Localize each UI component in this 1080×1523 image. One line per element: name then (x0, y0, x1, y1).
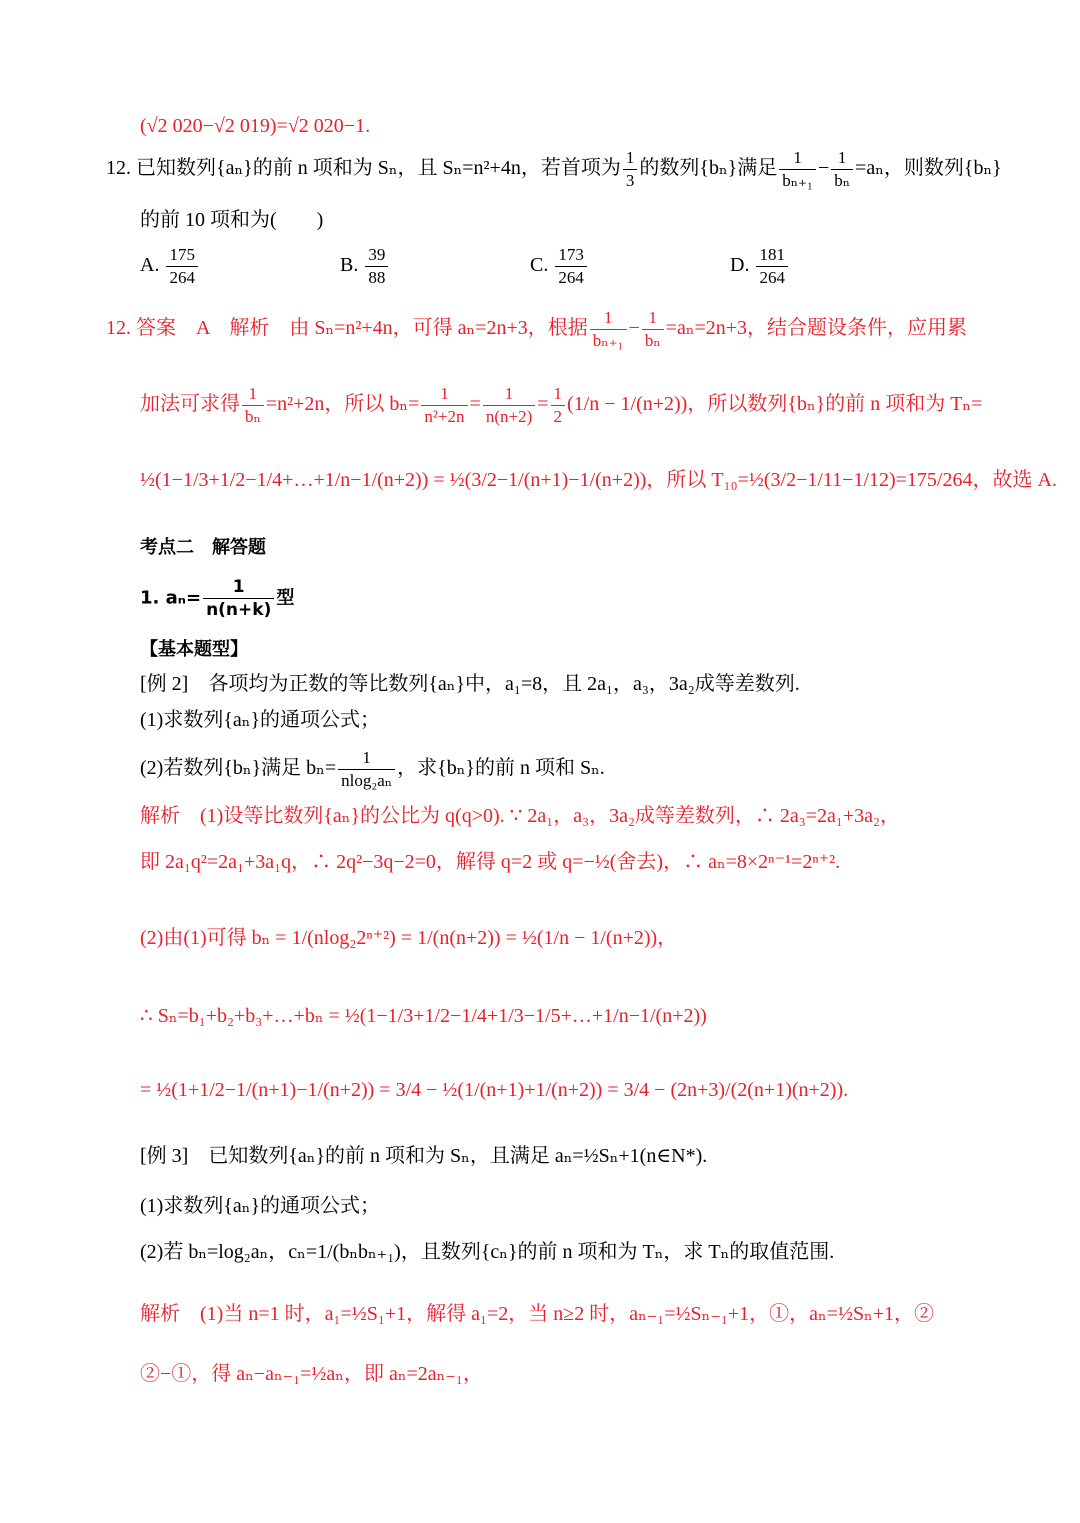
solution-2-line1: 解析 (1)设等比数列{aₙ}的公比为 q(q>0). ∵ 2a₁，a₃，3a₂成等差数列，∴ 2a₃=2a₁+3a₂， (140, 805, 901, 827)
basic-type-label: 【基本题型】 (140, 639, 248, 660)
solution-2-line3: (2)由(1)可得 bₙ = 1/(nlog₂2ⁿ⁺²) = 1/(n(n+2)) = ½(1/n − 1/(n+2))， (140, 927, 678, 949)
problem-12-statement: 12. 已知数列{aₙ}的前 n 项和为 Sₙ，且 Sₙ=n²+4n，若首项为 $\frac{1}{3}$ 的数列{bₙ}满足 $\frac{1}{\text{bₙ₊₁}}$ − $\frac{1}{\text{bₙ}}$ =aₙ，则数列{bₙ} (106, 147, 1002, 190)
example-3-part-1: (1)求数列{aₙ}的通项公式； (140, 1195, 381, 1217)
text-line: 的前 10 项和为( ) (140, 209, 324, 231)
section-heading: 考点二 解答题 (140, 537, 266, 558)
option-a: A. $\frac{175}{264}$ (140, 244, 200, 289)
example-2-part-2: (2)若数列{bₙ}满足 bₙ= $\frac{1}{\text{nlog₂aₙ}}$ ，求{bₙ}的前 n 项和 Sₙ. (140, 747, 605, 790)
example-2: [例 2] 各项均为正数的等比数列{aₙ}中，a₁=8，且 2a₁，a₃，3a₂成等差数列. (140, 673, 800, 695)
solution-3-line1: 解析 (1)当 n=1 时，a₁=½S₁+1，解得 a₁=2，当 n≥2 时，aₙ₋₁=½Sₙ₋₁+1，①，aₙ=½Sₙ+1，② (140, 1303, 934, 1325)
answer-12-line3: ½(1−1/3+1/2−1/4+…+1/n−1/(n+2)) = ½(3/2−1/(n+1)−1/(n+2))，所以 T₁₀=½(3/2−1/11−1/12)=175/264，故选 A. (140, 469, 1057, 491)
solution-2-line4: ∴ Sₙ=b₁+b₂+b₃+…+bₙ = ½(1−1/3+1/2−1/4+1/3−1/5+…+1/n−1/(n+2)) (140, 1005, 707, 1027)
answer-12-line2: 加法可求得 $\frac{1}{\text{bₙ}}$ =n²+2n，所以 bₙ= $\frac{1}{\text{n²+2n}}$ = $\frac{1}{n(n+2)}$ = $\frac{1}{2}$ (1/n − 1/(n+2))，所以数列{bₙ}的前 n 项和为 Tₙ= (140, 383, 983, 426)
solution-3-line2: ②−①，得 aₙ−aₙ₋₁=½aₙ，即 aₙ=2aₙ₋₁， (140, 1363, 483, 1385)
solution-2-line5: = ½(1+1/2−1/(n+1)−1/(n+2)) = 3/4 − ½(1/(n+1)+1/(n+2)) = 3/4 − (2n+3)/(2(n+1)(n+2)). (140, 1079, 849, 1101)
option-d: D. $\frac{181}{264}$ (730, 244, 790, 289)
option-b: B. $\frac{39}{88}$ (340, 244, 390, 289)
solution-2-line2: 即 2a₁q²=2a₁+3a₁q，∴ 2q²−3q−2=0，解得 q=2 或 q=−½(舍去)，∴ aₙ=8×2ⁿ⁻¹=2ⁿ⁺². (140, 851, 841, 873)
text-line: (√2 020−√2 019)=√2 020−1. (140, 115, 371, 137)
example-2-part-1: (1)求数列{aₙ}的通项公式； (140, 709, 381, 731)
example-3-part-2: (2)若 bₙ=log₂aₙ，cₙ=1/(bₙbₙ₊₁)，且数列{cₙ}的前 n 项和为 Tₙ，求 Tₙ的取值范围. (140, 1241, 835, 1263)
text: 的数列{bₙ}满足 (639, 157, 778, 179)
fraction: $\frac{1}{\text{bₙ}}$ (831, 147, 853, 192)
type-heading: 1. aₙ= $\frac{1}{n(n+k)}$ 型 (140, 577, 295, 620)
text: =aₙ，则数列{bₙ} (855, 157, 1002, 179)
answer-12-line1: 12. 答案 A 解析 由 Sₙ=n²+4n，可得 aₙ=2n+3，根据 $\frac{1}{\text{bₙ₊₁}}$ − $\frac{1}{\text{bₙ}}$ =aₙ=2n+3，结合题设条件，应用累 (106, 307, 968, 350)
text: 12. 已知数列{aₙ}的前 n 项和为 Sₙ，且 Sₙ=n²+4n，若首项为 (106, 157, 621, 179)
fraction: $\frac{1}{\text{bₙ₊₁}}$ (779, 147, 816, 192)
fraction: $\frac{1}{3}$ (623, 147, 638, 192)
option-c: C. $\frac{173}{264}$ (530, 244, 589, 289)
example-3: [例 3] 已知数列{aₙ}的前 n 项和为 Sₙ，且满足 aₙ=½Sₙ+1(n∈N*). (140, 1145, 708, 1167)
